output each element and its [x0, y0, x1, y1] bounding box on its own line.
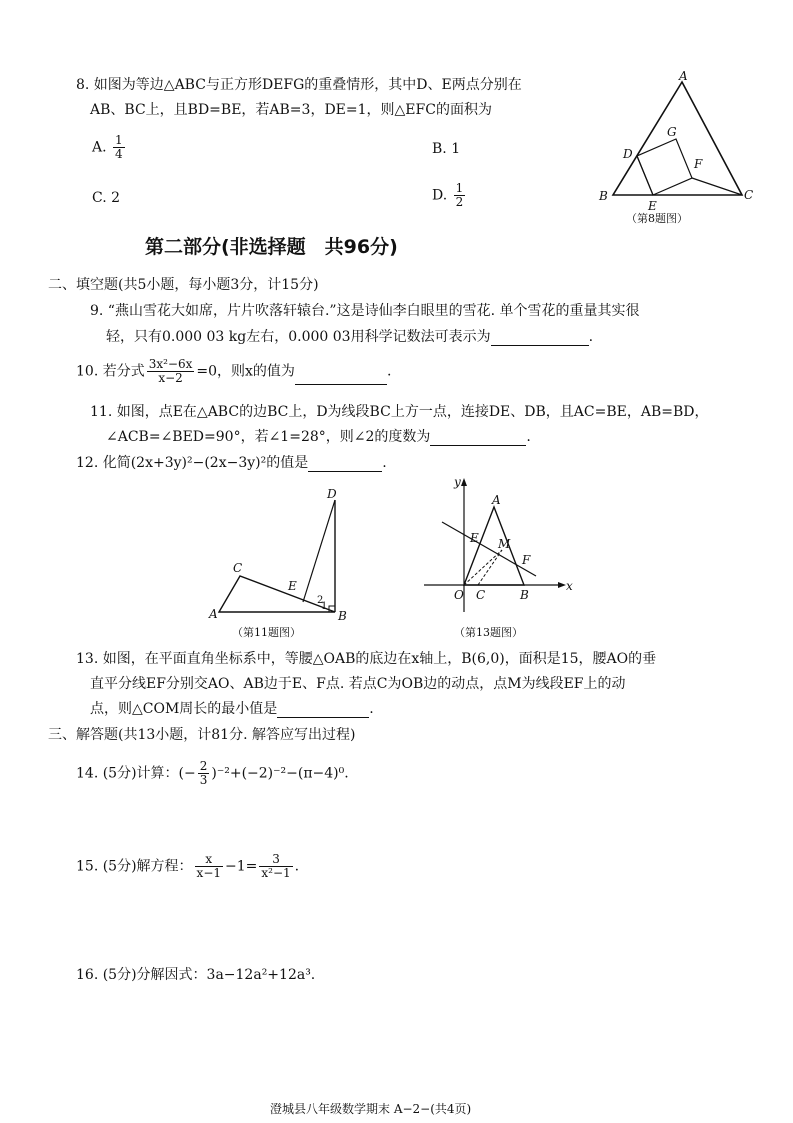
q8-option-b: B. 1 [432, 141, 461, 157]
fig11-angle-2: 2 [317, 595, 324, 606]
section3-title: 三、解答题(共13小题，计81分. 解答应写出过程) [48, 727, 356, 743]
fig11-caption: （第11题图） [232, 626, 301, 639]
q15-prefix: 15. (5分)解方程： [76, 858, 193, 875]
option-a-label: A. [92, 139, 107, 156]
fig13-caption: （第13题图） [454, 626, 523, 639]
fig11-angle-1: 1 [321, 601, 328, 612]
fig11-label-c: C [233, 561, 243, 575]
option-d-label: D. [432, 187, 448, 204]
fig11-label-a: A [209, 607, 218, 621]
q15 [76, 853, 299, 880]
fig8-label-e: E [648, 199, 657, 213]
page-footer: 澄城县八年级数学期末 A−2−(共4页) [270, 1102, 472, 1116]
fig8-label-f: F [694, 157, 703, 171]
fig13-label-y: y [454, 475, 461, 489]
option-a-fraction: $\frac{1}{4}$ [115, 133, 123, 161]
q9-line2-text: 轻，只有0.000 03 kg左右，0.000 03用科学记数法可表示为 [106, 329, 491, 345]
figure-8 [595, 70, 765, 230]
q8-line1: 8. 如图为等边△ABC与正方形DEFG的重叠情形，其中D、E两点分别在 [76, 77, 522, 93]
q16: 16. (5分)分解因式：3a−12a²+12a³. [76, 967, 316, 983]
q13-line2: 直平分线EF分别交AO、AB边于E、F点. 若点C为OB边的动点，点M为线段EF上的动 [90, 676, 626, 692]
fig13-label-f: F [522, 553, 531, 567]
q12: 12. 化简(2x+3y)²−(2x−3y)²的值是 . [76, 455, 387, 471]
fig11-label-d: D [327, 487, 337, 501]
fig13-label-x: x [566, 579, 573, 593]
q15-fraction-2: $\frac{3}{\text{x²−1}}$ [261, 852, 291, 880]
fig11-label-e: E [288, 579, 297, 593]
q10: 10. 若分式 $\frac{\text{3x²−6x}}{x-2}$ =0，则x的值为 . [76, 357, 392, 385]
q10-fraction: $\frac{\text{3x²−6x}}{x-2}$ [148, 357, 193, 385]
fig11-label-b: B [338, 609, 347, 623]
q13-line3-text: 点，则△COM周长的最小值是 [90, 701, 278, 717]
q8-option-d [432, 182, 467, 209]
fig13-label-b: B [520, 588, 529, 602]
q8-option-a [92, 134, 127, 161]
q11-line1: 11. 如图，点E在△ABC的边BC上，D为线段BC上方一点，连接DE、DB，且AC=BE，AB=BD， [90, 404, 709, 420]
figure-11 [205, 486, 355, 626]
q10-answer-blank[interactable] [295, 370, 387, 385]
fig13-label-o: O [454, 588, 464, 602]
section2-title: 二、填空题(共5小题，每小题3分，计15分) [48, 277, 319, 293]
fig13-label-a: A [492, 493, 501, 507]
q12-text: 12. 化简(2x+3y)²−(2x−3y)²的值是 [76, 455, 309, 471]
q14-prefix: 14. (5分)计算：(− [76, 765, 196, 782]
fig13-label-m: M [498, 537, 511, 551]
q13-answer-blank[interactable] [277, 703, 369, 718]
q14-fraction: $\frac{2}{3}$ [199, 759, 208, 787]
q11-answer-blank[interactable] [430, 431, 526, 446]
q14-suffix: )⁻²+(−2)⁻²−(π−4)⁰. [211, 765, 349, 782]
q13-line3: 点，则△COM周长的最小值是 . [90, 701, 374, 717]
q10-suffix: =0，则x的值为 [196, 363, 295, 380]
q9-line1: 9. “燕山雪花大如席，片片吹落轩辕台.”这是诗仙李白眼里的雪花. 单个雪花的重量其实很 [90, 303, 640, 319]
figure-13 [420, 472, 580, 622]
fig8-label-c: C [744, 188, 754, 202]
option-d-fraction: $\frac{1}{2}$ [455, 181, 464, 209]
q12-answer-blank[interactable] [308, 457, 382, 472]
q8-line2: AB、BC上，且BD=BE，若AB=3，DE=1，则△EFC的面积为 [90, 102, 492, 118]
fig8-label-d: D [623, 147, 633, 161]
fig13-label-e: E [470, 531, 479, 545]
q9-answer-blank[interactable] [491, 331, 589, 346]
q13-line1: 13. 如图，在平面直角坐标系中，等腰△OAB的底边在x轴上，B(6,0)，面积是15，腰AO的垂 [76, 651, 657, 667]
fig8-caption: （第8题图） [626, 212, 688, 225]
q10-prefix: 10. 若分式 [76, 363, 145, 380]
fig8-label-g: G [667, 125, 677, 139]
fig13-label-c: C [476, 588, 486, 602]
fig8-label-b: B [599, 189, 608, 203]
q14 [76, 760, 349, 787]
q11-line2-text: ∠ACB=∠BED=90°，若∠1=28°，则∠2的度数为 [106, 429, 431, 445]
part2-heading: 第二部分(非选择题 共96分) [145, 236, 398, 258]
q15-suffix: . [294, 858, 300, 875]
q15-mid: −1= [225, 858, 258, 875]
q11-line2: ∠ACB=∠BED=90°，若∠1=28°，则∠2的度数为 . [106, 429, 531, 445]
q8-option-c: C. 2 [92, 190, 121, 206]
fig8-label-a: A [679, 70, 688, 83]
q9-line2: 轻，只有0.000 03 kg左右，0.000 03用科学记数法可表示为 . [106, 329, 594, 345]
q15-fraction-1: $\frac{x}{x-1}$ [196, 852, 222, 880]
